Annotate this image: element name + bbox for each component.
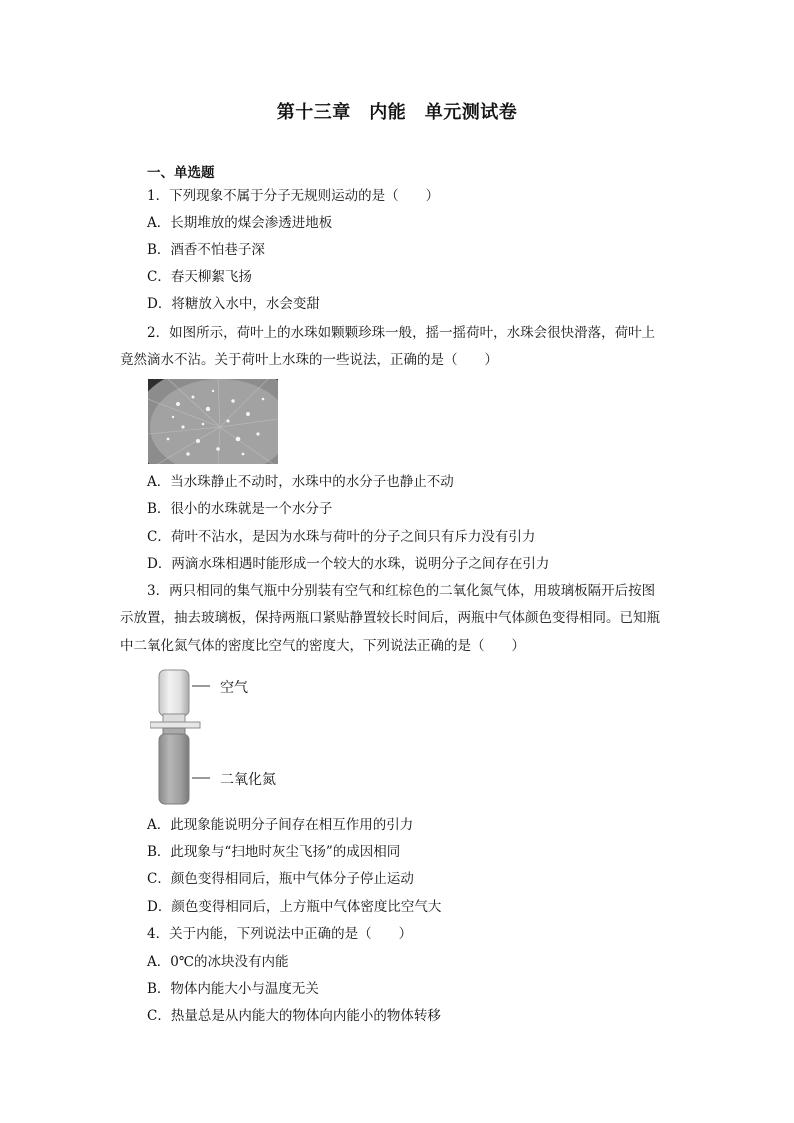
- q2-option-b: B．很小的水珠就是一个水分子: [147, 501, 333, 517]
- q4-option-b: B．物体内能大小与温度无关: [147, 981, 319, 997]
- q2-option-d: D．两滴水珠相遇时能形成一个较大的水珠，说明分子之间存在引力: [147, 556, 550, 572]
- q3-option-b: B．此现象与“扫地时灰尘飞扬”的成因相同: [147, 844, 401, 860]
- lotus-leaf-image: [148, 379, 278, 464]
- gas-bottles-diagram: [150, 668, 290, 808]
- q3-stem-line1: 3．两只相同的集气瓶中分别装有空气和红棕色的二氧化氮气体，用玻璃板隔开后按图: [147, 583, 656, 599]
- q3-stem-line3: 中二氧化氮气体的密度比空气的密度大，下列说法正确的是（ ）: [120, 638, 525, 654]
- q1-option-b: B．酒香不怕巷子深: [147, 242, 265, 258]
- q2-stem-line1: 2．如图所示，荷叶上的水珠如颗颗珍珠一般，摇一摇荷叶，水珠会很快滑落，荷叶上: [147, 325, 656, 341]
- q1-option-d: D．将糖放入水中，水会变甜: [147, 296, 320, 312]
- q3-option-a: A．此现象能说明分子间存在相互作用的引力: [147, 817, 414, 833]
- section-heading: 一、单选题: [147, 165, 215, 181]
- q1-option-a: A．长期堆放的煤会渗透进地板: [147, 215, 333, 231]
- q1-option-c: C．春天柳絮飞扬: [147, 269, 252, 285]
- q4-option-c: C．热量总是从内能大的物体向内能小的物体转移: [147, 1008, 441, 1024]
- q3-option-c: C．颜色变得相同后，瓶中气体分子停止运动: [147, 871, 414, 887]
- label-nitrogen-dioxide: 二氧化氮: [220, 772, 276, 788]
- q3-option-d: D．颜色变得相同后，上方瓶中气体密度比空气大: [147, 899, 442, 915]
- q2-option-c: C．荷叶不沾水，是因为水珠与荷叶的分子之间只有斥力没有引力: [147, 529, 536, 545]
- label-air: 空气: [220, 680, 248, 696]
- q3-stem-line2: 示放置，抽去玻璃板，保持两瓶口紧贴静置较长时间后，两瓶中气体颜色变得相同。已知瓶: [120, 610, 660, 626]
- q1-stem: 1．下列现象不属于分子无规则运动的是（ ）: [147, 188, 440, 204]
- q4-option-a: A．0℃的冰块没有内能: [147, 954, 289, 970]
- q2-option-a: A．当水珠静止不动时，水珠中的水分子也静止不动: [147, 474, 454, 490]
- page-title: 第十三章 内能 单元测试卷: [276, 102, 518, 123]
- q4-stem: 4．关于内能，下列说法中正确的是（ ）: [147, 926, 413, 942]
- q2-stem-line2: 竟然滴水不沾。关于荷叶上水珠的一些说法，正确的是（ ）: [120, 352, 498, 368]
